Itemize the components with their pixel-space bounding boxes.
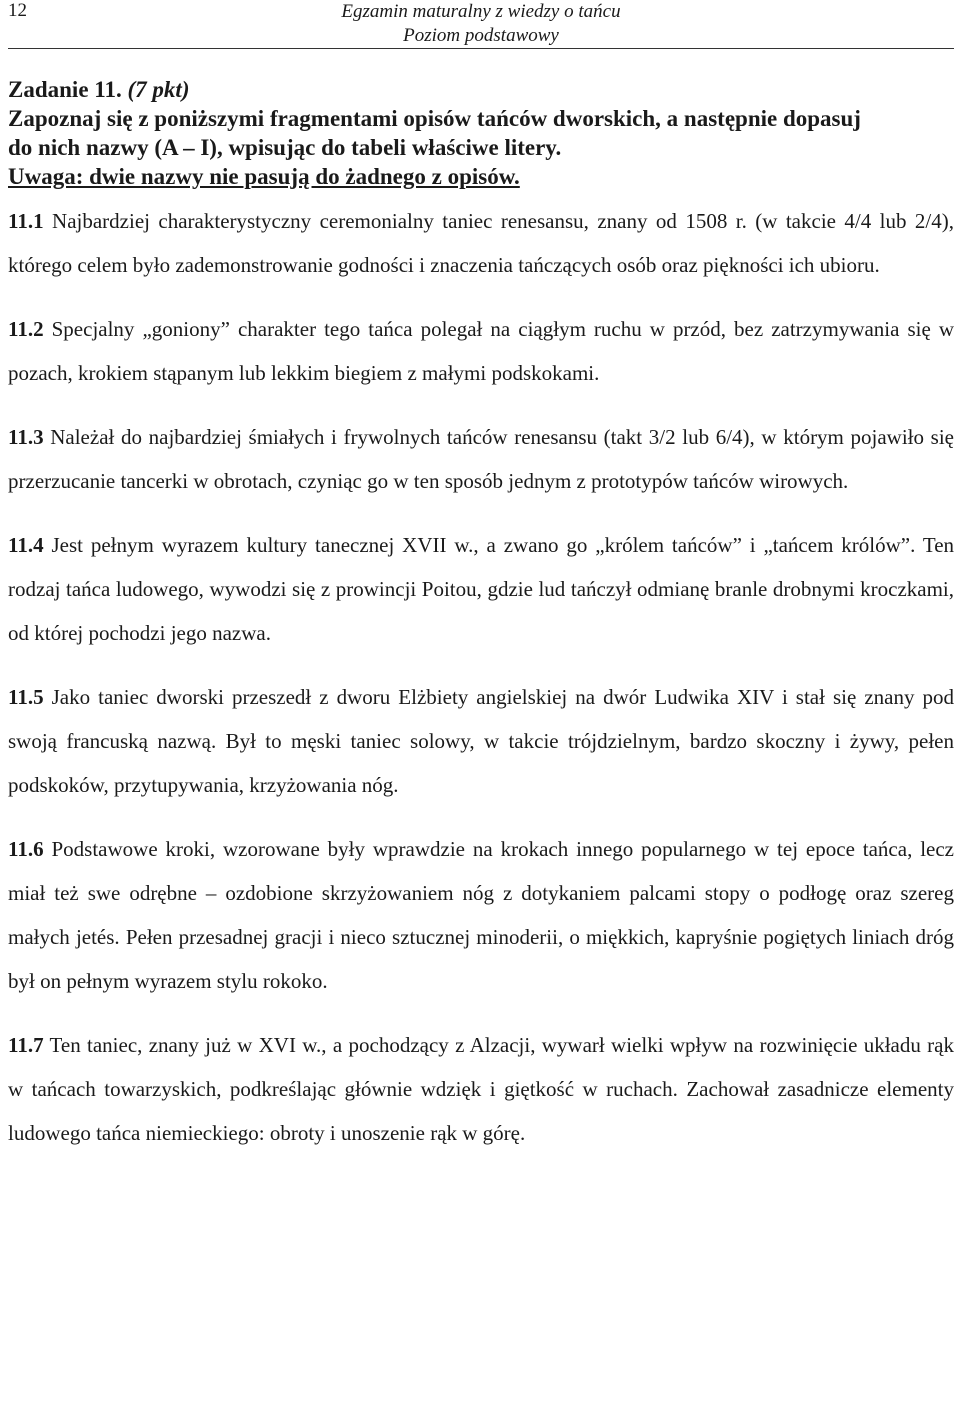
item-number: 11.5: [8, 685, 44, 709]
task-instruction-line-2: do nich nazwy (A – I), wpisując do tabeli właściwe litery.: [8, 135, 562, 160]
exam-subtitle: Poziom podstawowy: [403, 25, 559, 46]
item-number: 11.1: [8, 209, 44, 233]
item-text: Specjalny „goniony” charakter tego tańca polegał na ciągłym ruchu w przód, bez zatrzymywania się w pozach, krokiem stąpanym lub lekkim biegiem z małymi podskokami.: [8, 317, 954, 385]
description-item: [8, 675, 954, 807]
task-points: (7 pkt): [127, 77, 190, 102]
item-text: Należał do najbardziej śmiałych i frywolnych tańców renesansu (takt 3/2 lub 6/4), w którym pojawiło się przerzucanie tancerki w obrotach, czyniąc go w ten sposób jednym z prototypów tańców wirowych.: [8, 425, 954, 493]
task-instruction-line-1: Zapoznaj się z poniższymi fragmentami opisów tańców dworskich, a następnie dopasuj: [8, 106, 861, 131]
item-number: 11.3: [8, 425, 44, 449]
item-number: 11.4: [8, 533, 44, 557]
description-item: [8, 199, 954, 287]
item-text: Jako taniec dworski przeszedł z dworu Elżbiety angielskiej na dwór Ludwika XIV i stał się znany pod swoją francuską nazwą. Był to męski taniec solowy, w takcie trójdzielnym, bardzo skoczny i żywy, pełen podskoków, przytupywania, krzyżowania nóg.: [8, 685, 954, 797]
task-note: Uwaga: dwie nazwy nie pasują do żadnego z opisów.: [8, 164, 520, 189]
exam-title: [8, 0, 954, 48]
item-number: 11.2: [8, 317, 44, 341]
task-title: Zadanie 11.: [8, 77, 122, 102]
description-item: [8, 1023, 954, 1155]
description-item: [8, 415, 954, 503]
task-title-line: [8, 75, 954, 104]
description-item: [8, 307, 954, 395]
item-text: Jest pełnym wyrazem kultury tanecznej XVII w., a zwano go „królem tańców” i „tańcem królów”. Ten rodzaj tańca ludowego, wywodzi się z prowincji Poitou, gdzie lud tańczył odmianę branle drobnymi kroczkami, od której pochodzi jego nazwa.: [8, 533, 955, 645]
exam-page: [8, 0, 954, 1155]
page-header: [8, 0, 954, 49]
item-text: Ten taniec, znany już w XVI w., a pochodzący z Alzacji, wywarł wielki wpływ na rozwinięcie układu rąk w tańcach towarzyskich, podkreślając głównie wdzięk i giętkość w ruchach. Zachował zasadnicze elementy ludowego tańca niemieckiego: obroty i unoszenie rąk w górę.: [8, 1033, 954, 1145]
page-number: 12: [8, 0, 27, 21]
item-text: Podstawowe kroki, wzorowane były wprawdzie na krokach innego popularnego w tej epoce tańca, lecz miał też swe odrębne – ozdobione skrzyżowaniem nóg z dotykaniem palcami stopy o podłogę oraz szereg małych jetés. Pełen przesadnej gracji i nieco sztucznej minoderii, o miękkich, kapryśnie pogiętych liniach dróg był on pełnym wyrazem stylu rokoko.: [8, 837, 954, 993]
item-number: 11.7: [8, 1033, 44, 1057]
exam-title-line-1: Egzamin maturalny z wiedzy o tańcu: [341, 1, 621, 22]
description-item: [8, 523, 954, 655]
item-number: 11.6: [8, 837, 44, 861]
task-header: [8, 75, 954, 191]
description-item: [8, 827, 954, 1003]
item-text: Najbardziej charakterystyczny ceremonialny taniec renesansu, znany od 1508 r. (w takcie 4/4 lub 2/4), którego celem było zademonstrowanie godności i znaczenia tańczących osób oraz piękności ich ubioru.: [8, 209, 955, 277]
